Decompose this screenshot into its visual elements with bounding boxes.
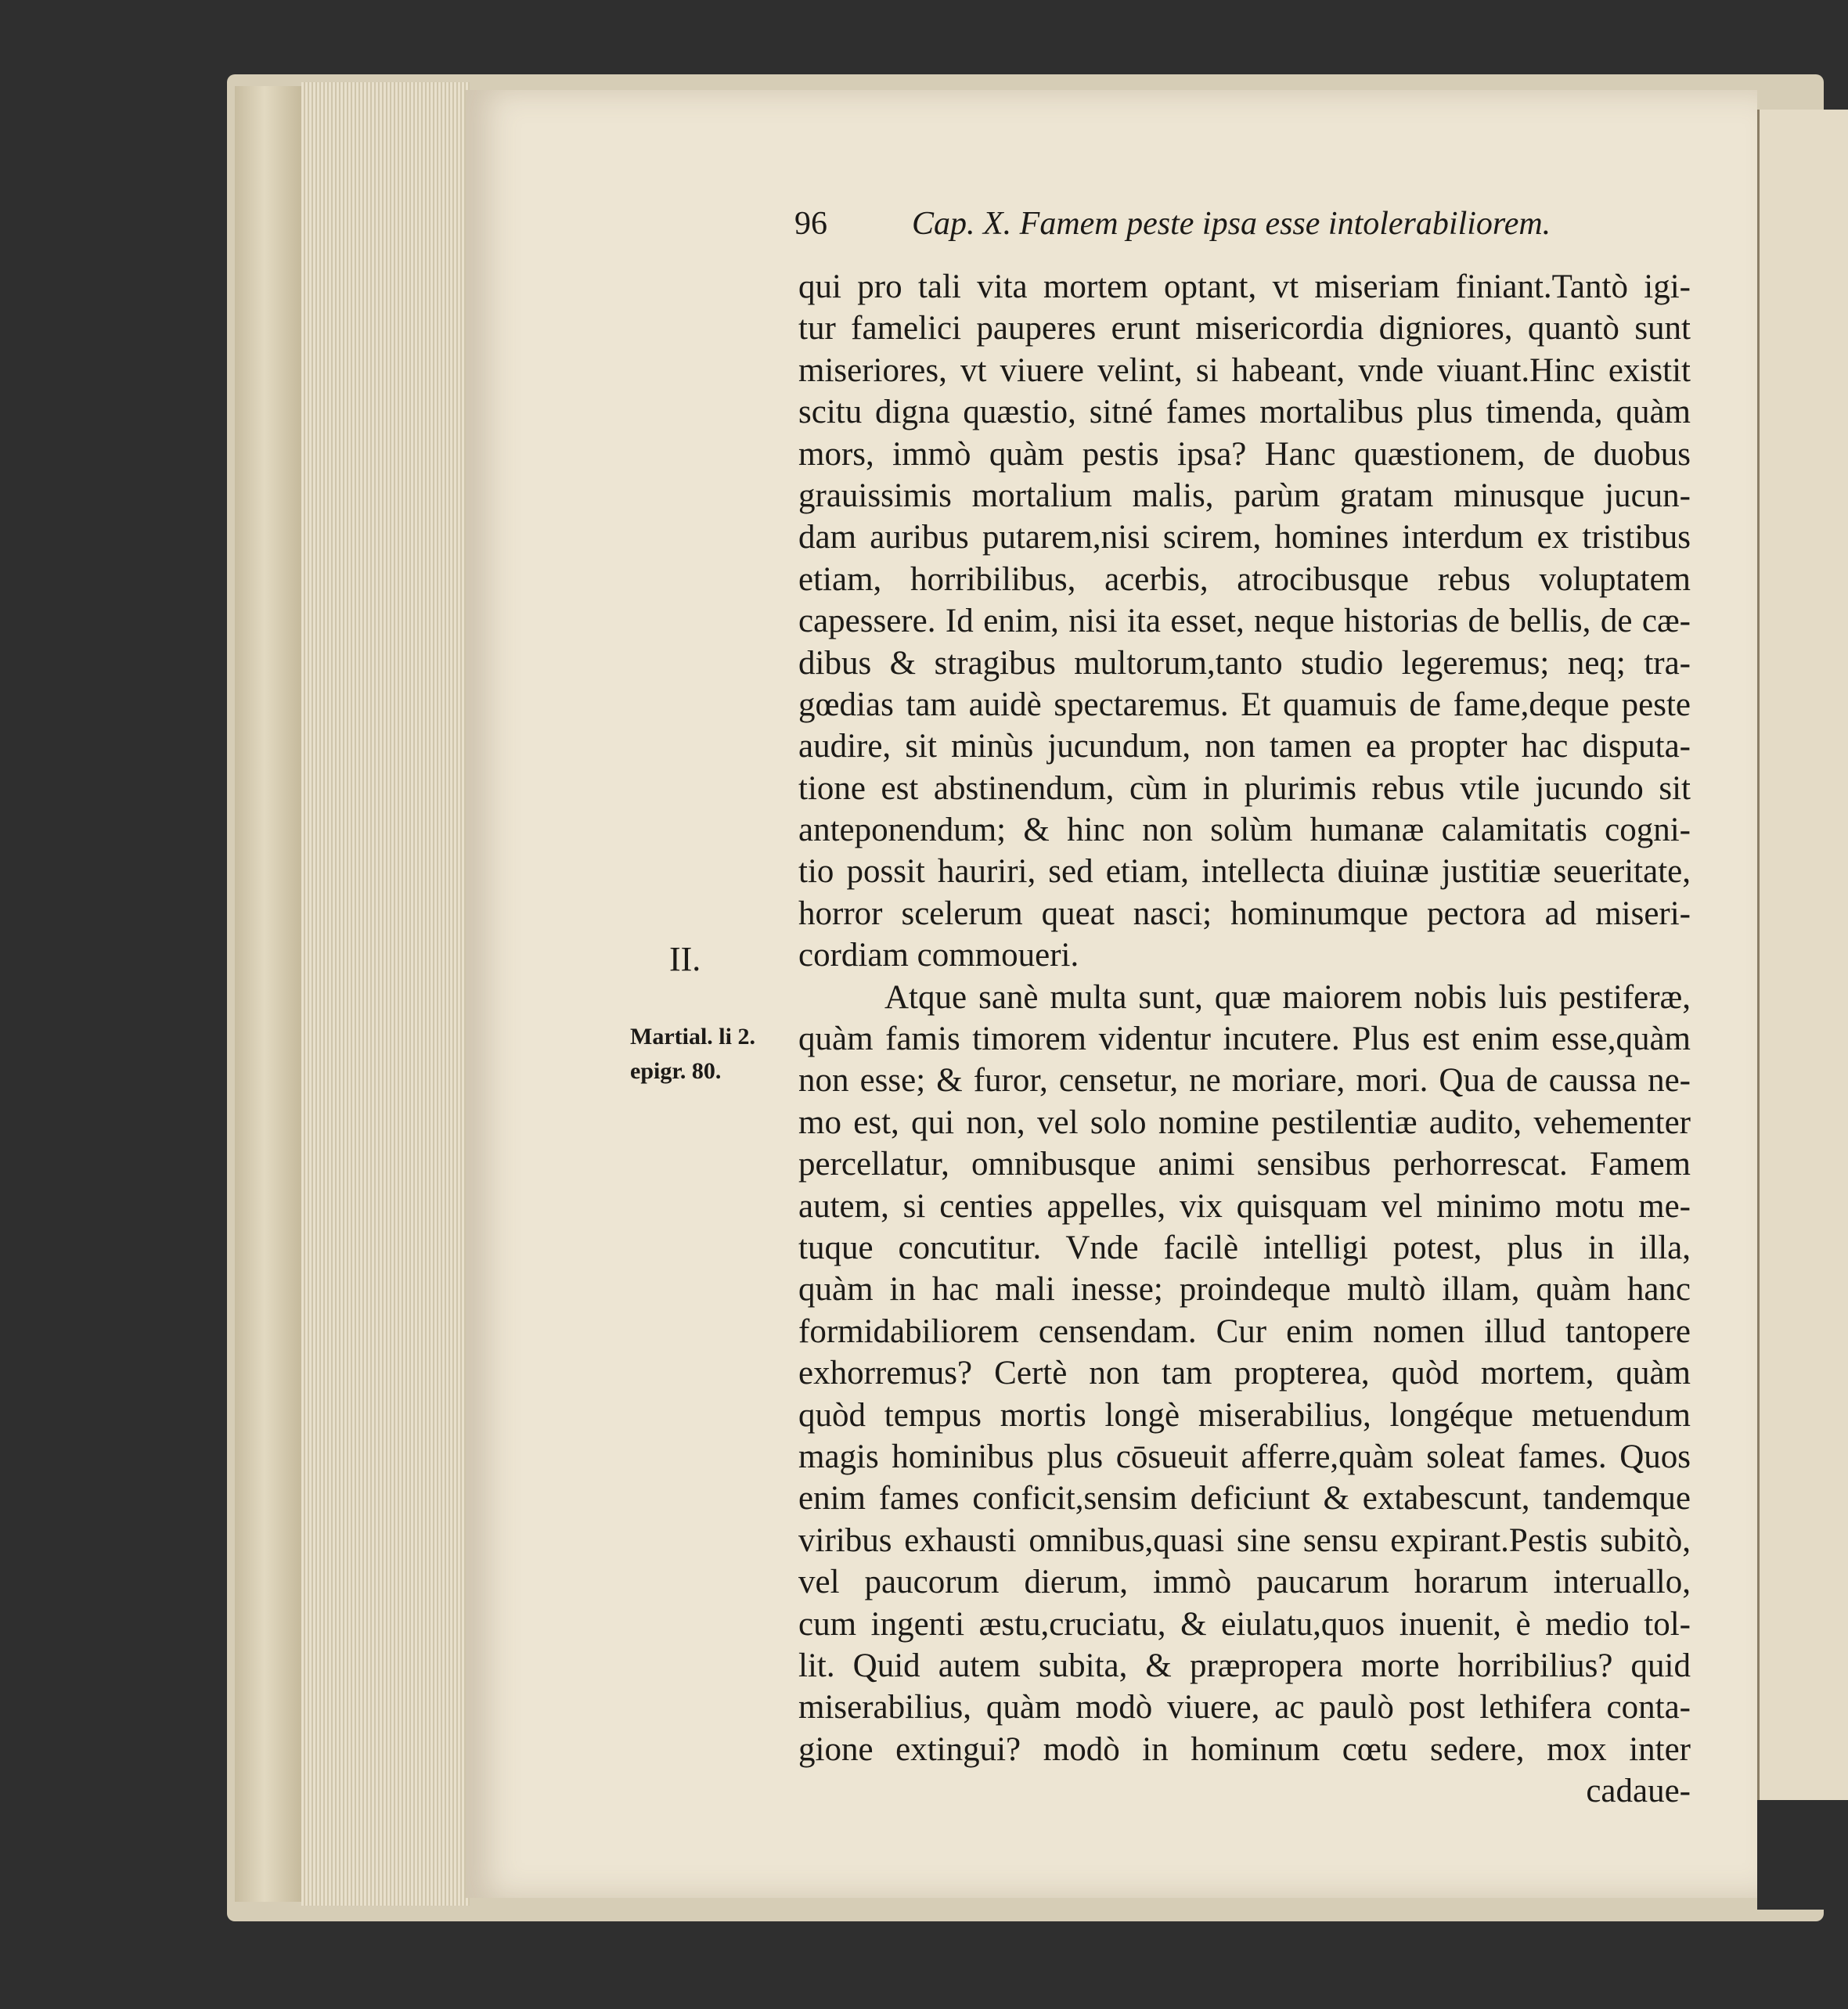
background-corner (1757, 1800, 1848, 1910)
margin-citation-line2: epigr. 80. (630, 1058, 722, 1084)
text-line: formidabiliorem censendam. Cur enim nomen illud tantopere (798, 1312, 1691, 1350)
text-line: grauissimis mortalium malis, parùm gratam minusque jucun- (798, 477, 1691, 514)
text-line: miserabilius, quàm modò viuere, ac paulò post lethifera conta- (798, 1689, 1691, 1726)
book-spine-edge (235, 86, 309, 1902)
text-line: percellatur, omnibusque animi sensibus perhorrescat. Famem (798, 1146, 1691, 1183)
text-line: etiam, horribilibus, acerbis, atrocibusque rebus voluptatem (798, 560, 1691, 598)
text-line: quòd tempus mortis longè miserabilius, longéque metuendum (798, 1396, 1691, 1434)
body-text (798, 266, 1691, 1812)
page-number: 96 (794, 206, 827, 242)
text-line: scitu digna quæstio, sitné fames mortalibus plus timenda, quàm (798, 394, 1691, 431)
running-header (794, 205, 1683, 244)
page-edges (301, 82, 470, 1906)
text-line: gœdias tam auidè spectaremus. Et quamuis de fame,deque peste (798, 686, 1691, 723)
text-line: tio possit hauriri, sed etiam, intellecta diuinæ justitiæ seueritate, (798, 853, 1691, 891)
running-title: Cap. X. Famem peste ipsa esse intolerabiliorem. (912, 206, 1551, 242)
margin-citation (630, 1020, 755, 1089)
text-line: gione extingui? modò in hominum cœtu sedere, mox inter (798, 1730, 1691, 1768)
text-line: cum ingenti æstu,cruciatu, & eiulatu,quos inuenit, è medio tol- (798, 1605, 1691, 1643)
text-line: autem, si centies appelles, vix quisquam vel minimo motu me- (798, 1187, 1691, 1225)
facing-page-edge (1757, 110, 1848, 1902)
text-line: cordiam commoueri. (798, 937, 1079, 974)
text-line: dam auribus putarem,nisi scirem, homines interdum ex tristibus (798, 519, 1691, 556)
text-line: capessere. Id enim, nisi ita esset, neque historias de bellis, de cæ- (798, 603, 1691, 640)
text-line: non esse; & furor, censetur, ne moriare, mori. Qua de caussa ne- (798, 1062, 1691, 1100)
text-line: horror scelerum queat nasci; hominumque pectora ad miseri- (798, 895, 1691, 932)
text-line: vel paucorum dierum, immò paucarum horarum interuallo, (798, 1564, 1691, 1601)
text-line: anteponendum; & hinc non solùm humanæ calamitatis cogni- (798, 812, 1691, 849)
text-line: Atque sanè multa sunt, quæ maiorem nobis luis pestiferæ, (884, 978, 1691, 1016)
text-line: viribus exhausti omnibus,quasi sine sensu expirant.Pestis subitò, (798, 1521, 1691, 1559)
text-line: dibus & stragibus multorum,tanto studio legeremus; neq; tra- (798, 644, 1691, 682)
text-line: mo est, qui non, vel solo nomine pestilentiæ audito, vehementer (798, 1104, 1691, 1141)
text-line: mors, immò quàm pestis ipsa? Hanc quæstionem, de duobus (798, 435, 1691, 473)
text-line: quàm in hac mali inesse; proindeque multò illam, quàm hanc (798, 1271, 1691, 1309)
text-line: quàm famis timorem videntur incutere. Plus est enim esse,quàm (798, 1021, 1691, 1058)
margin-citation-line1: Martial. li 2. (630, 1024, 755, 1050)
catchword: cadaue- (1586, 1773, 1691, 1810)
text-line: exhorremus? Certè non tam propterea, quòd mortem, quàm (798, 1355, 1691, 1392)
text-line: audire, sit minùs jucundum, non tamen ea propter hac disputa- (798, 728, 1691, 765)
text-line: enim fames conficit,sensim deficiunt & extabescunt, tandemque (798, 1480, 1691, 1518)
text-line: miseriores, vt viuere velint, si habeant, vnde viuant.Hinc existit (798, 351, 1691, 389)
text-line: tione est abstinendum, cùm in plurimis rebus vtile jucundo sit (798, 769, 1691, 807)
text-line: magis hominibus plus cōsueuit afferre,quàm soleat fames. Quos (798, 1438, 1691, 1475)
text-line: qui pro tali vita mortem optant, vt miseriam finiant.Tantò igi- (798, 268, 1691, 305)
text-line: lit. Quid autem subita, & præpropera morte horribilius? quid (798, 1647, 1691, 1684)
section-number: II. (669, 940, 701, 978)
text-line: tur famelici pauperes erunt misericordia digniores, quantò sunt (798, 310, 1691, 347)
text-line: tuque concutitur. Vnde facilè intelligi potest, plus in illa, (798, 1229, 1691, 1266)
